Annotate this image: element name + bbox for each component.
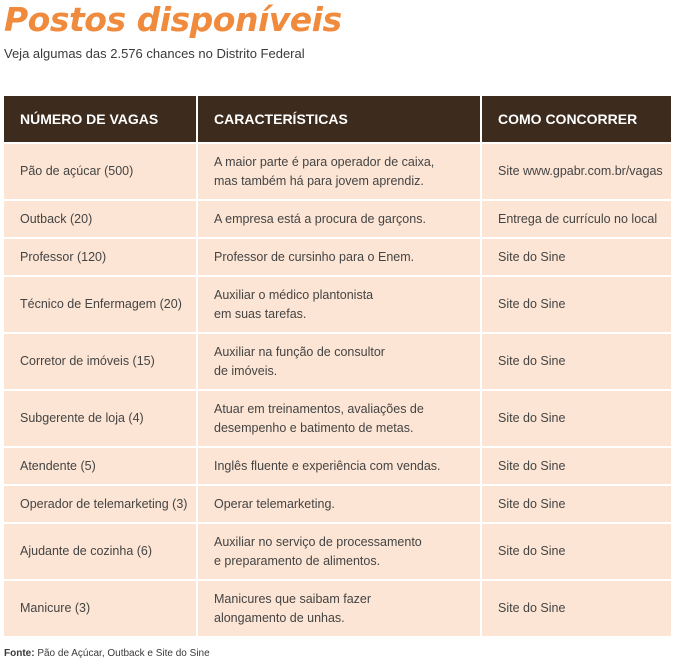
cell-caracteristicas: Auxiliar na função de consultor de imóveis. <box>197 333 481 390</box>
cell-como-concorrer: Site do Sine <box>481 238 671 276</box>
table-row <box>4 523 671 580</box>
table-row <box>4 238 671 276</box>
source-label: Fonte: <box>4 648 35 659</box>
cell-caracteristicas: A empresa está a procura de garçons. <box>197 200 481 238</box>
cell-como-concorrer: Site do Sine <box>481 523 671 580</box>
table-row <box>4 200 671 238</box>
cell-caracteristicas: Operar telemarketing. <box>197 485 481 523</box>
table-row <box>4 276 671 333</box>
table-header-row <box>4 96 671 143</box>
cell-vagas: Pão de açúcar (500) <box>4 143 197 200</box>
header-caracteristicas: CARACTERÍSTICAS <box>197 96 481 143</box>
cell-vagas: Manicure (3) <box>4 580 197 637</box>
cell-como-concorrer: Site do Sine <box>481 390 671 447</box>
cell-vagas: Ajudante de cozinha (6) <box>4 523 197 580</box>
page-subtitle: Veja algumas das 2.576 chances no Distrito Federal <box>4 46 305 61</box>
cell-vagas: Professor (120) <box>4 238 197 276</box>
cell-caracteristicas: Auxiliar o médico plantonista em suas tarefas. <box>197 276 481 333</box>
header-numero-de-vagas: NÚMERO DE VAGAS <box>4 96 197 143</box>
cell-caracteristicas: Manicures que saibam fazer alongamento de unhas. <box>197 580 481 637</box>
table-row <box>4 390 671 447</box>
table-row <box>4 447 671 485</box>
cell-como-concorrer: Entrega de currículo no local <box>481 200 671 238</box>
table-row <box>4 580 671 637</box>
cell-caracteristicas: Auxiliar no serviço de processamento e preparamento de alimentos. <box>197 523 481 580</box>
table-row <box>4 333 671 390</box>
cell-caracteristicas: Inglês fluente e experiência com vendas. <box>197 447 481 485</box>
cell-vagas: Subgerente de loja (4) <box>4 390 197 447</box>
source-text: Pão de Açúcar, Outback e Site do Sine <box>37 648 210 659</box>
cell-como-concorrer: Site do Sine <box>481 580 671 637</box>
cell-vagas: Atendente (5) <box>4 447 197 485</box>
table-row <box>4 143 671 200</box>
cell-caracteristicas: Professor de cursinho para o Enem. <box>197 238 481 276</box>
table-row <box>4 485 671 523</box>
cell-como-concorrer: Site www.gpabr.com.br/vagas <box>481 143 671 200</box>
cell-como-concorrer: Site do Sine <box>481 333 671 390</box>
cell-vagas: Operador de telemarketing (3) <box>4 485 197 523</box>
page-title: Postos disponíveis <box>4 0 342 39</box>
cell-vagas: Outback (20) <box>4 200 197 238</box>
cell-caracteristicas: A maior parte é para operador de caixa, mas também há para jovem aprendiz. <box>197 143 481 200</box>
source-note <box>4 647 210 661</box>
header-como-concorrer: COMO CONCORRER <box>481 96 671 143</box>
cell-como-concorrer: Site do Sine <box>481 447 671 485</box>
cell-como-concorrer: Site do Sine <box>481 276 671 333</box>
jobs-table <box>4 96 671 638</box>
cell-vagas: Técnico de Enfermagem (20) <box>4 276 197 333</box>
cell-vagas: Corretor de imóveis (15) <box>4 333 197 390</box>
cell-caracteristicas: Atuar em treinamentos, avaliações de desempenho e batimento de metas. <box>197 390 481 447</box>
cell-como-concorrer: Site do Sine <box>481 485 671 523</box>
